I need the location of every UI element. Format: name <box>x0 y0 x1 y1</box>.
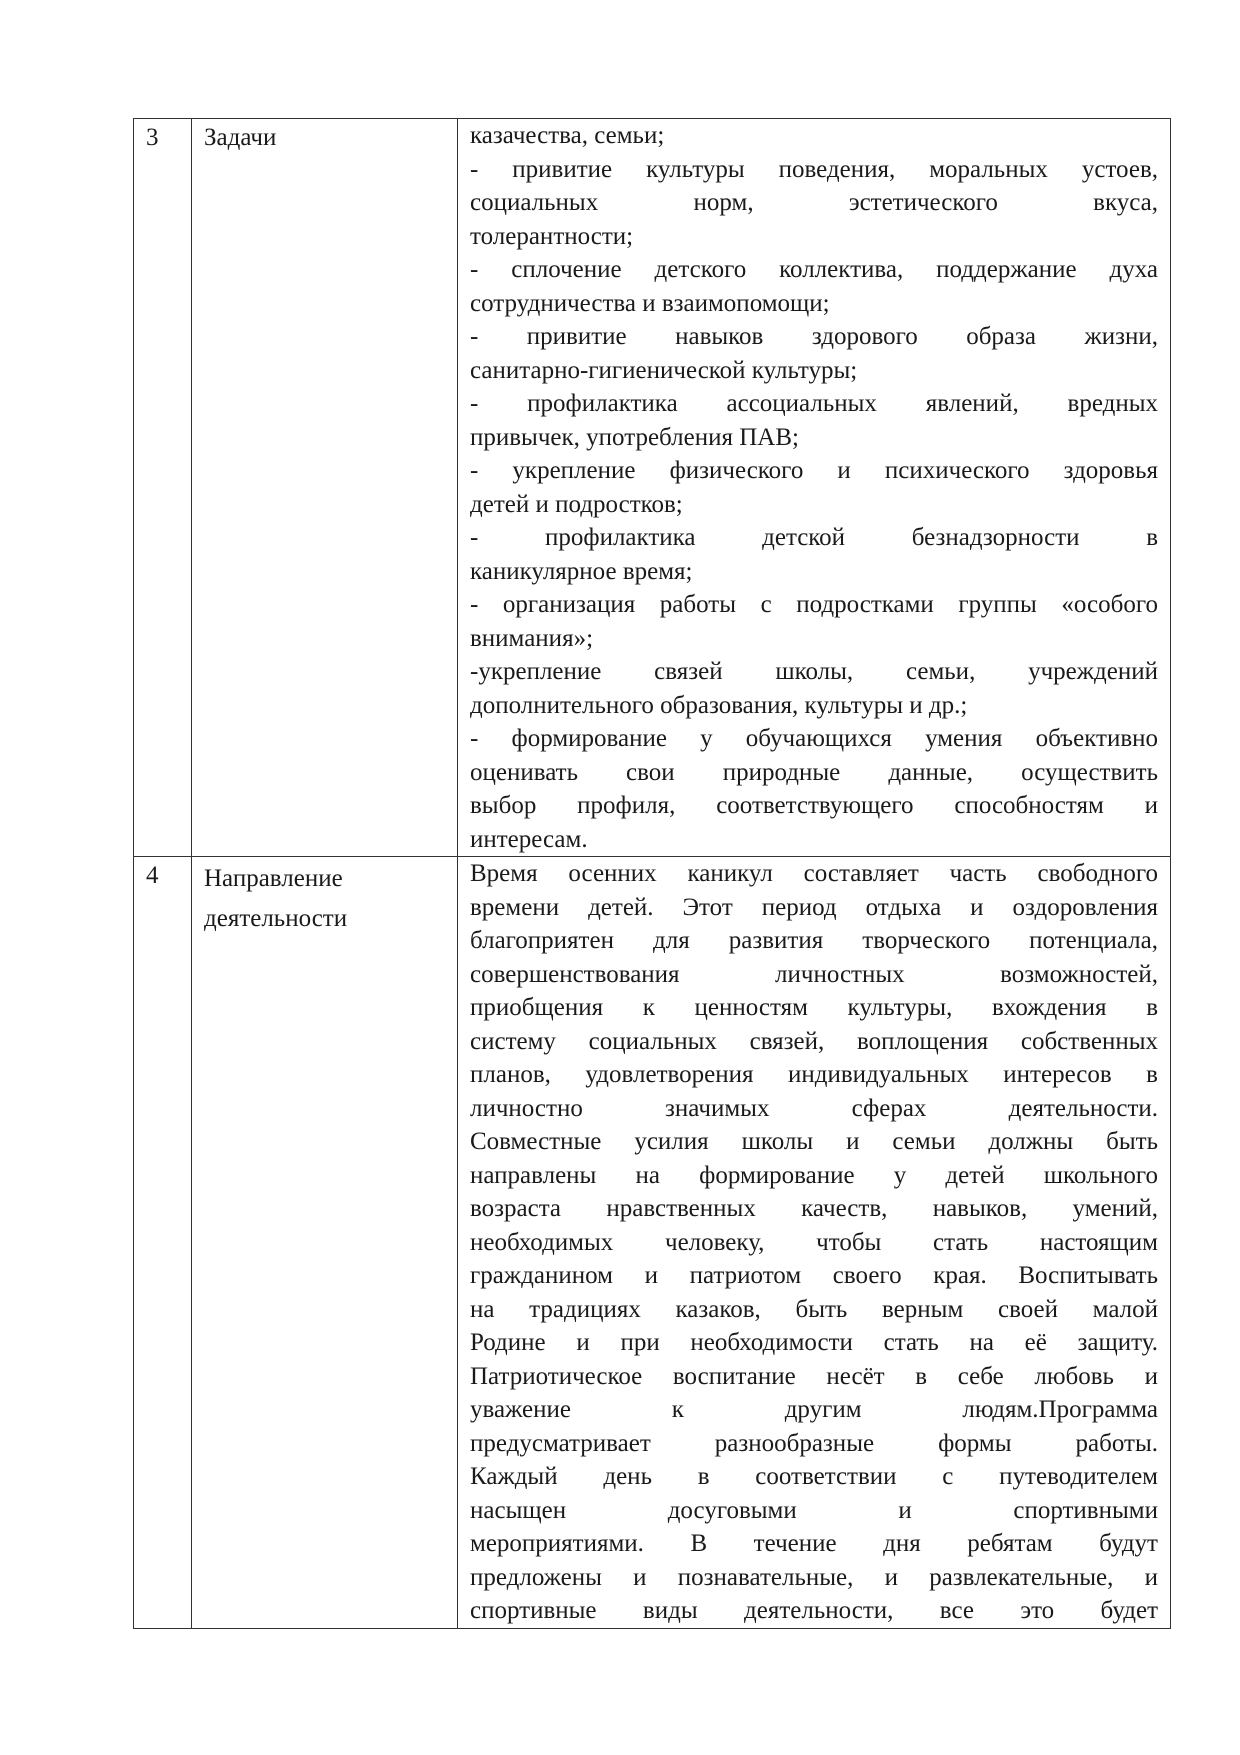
text-line: мероприятиями. В течение дня ребятам будут <box>470 1530 1158 1557</box>
text-line: каникулярное время; <box>470 557 693 585</box>
text-line: выбор профиля, соответствующего способностям и <box>470 792 1158 819</box>
text-line: детей и подростков; <box>470 490 683 518</box>
text-line: интересам. <box>470 825 588 853</box>
text-line: - профилактика детской безнадзорности в <box>470 524 1158 551</box>
row-label-cell <box>192 119 458 857</box>
text-line: - организация работы с подростками группы «особого <box>470 591 1158 618</box>
text-line: личностно значимых сферах деятельности. <box>470 1094 1158 1122</box>
row-label-line: деятельности <box>204 905 348 932</box>
table-row-direction <box>134 857 1171 1629</box>
text-line: совершенствования личностных возможностей, <box>470 960 1158 988</box>
text-line: толерантности; <box>470 222 634 250</box>
text-line: направлены на формирование у детей школьного <box>470 1161 1158 1189</box>
text-line: - сплочение детского коллектива, поддержание духа <box>470 256 1158 283</box>
text-line: насыщен досуговыми и спортивными <box>470 1496 1158 1524</box>
text-line: предусматривает разнообразные формы работы. <box>470 1429 1158 1457</box>
text-line: - формирование у обучающихся умения объективно <box>470 725 1158 752</box>
tasks-text <box>470 119 1158 856</box>
direction-text <box>470 857 1158 1628</box>
text-line: - укрепление физического и психического здоровья <box>470 457 1158 484</box>
text-line: возраста нравственных качеств, навыков, умений, <box>470 1195 1158 1222</box>
text-line: планов, удовлетворения индивидуальных интересов в <box>470 1061 1158 1088</box>
row-number: 3 <box>146 124 159 151</box>
text-line: сотрудничества и взаимопомощи; <box>470 289 830 317</box>
text-line: необходимых человеку, чтобы стать настоящим <box>470 1228 1158 1256</box>
table-row-tasks <box>134 119 1171 857</box>
row-number: 4 <box>146 862 159 889</box>
row-label <box>192 857 457 939</box>
row-content-cell <box>458 119 1171 857</box>
text-line: Каждый день в соответствии с путеводителем <box>470 1463 1158 1490</box>
row-number-cell <box>134 857 192 1629</box>
row-label-line: Направление <box>204 865 343 892</box>
text-line: внимания»; <box>470 624 594 652</box>
text-line: предложены и познавательные, и развлекательные, и <box>470 1563 1158 1591</box>
row-content-cell <box>458 857 1171 1629</box>
text-line: благоприятен для развития творческого потенциала, <box>470 927 1158 954</box>
text-line: привычек, употребления ПАВ; <box>470 423 799 451</box>
text-line: казачества, семьи; <box>470 122 665 149</box>
text-line: Совместные усилия школы и семьи должны быть <box>470 1128 1158 1155</box>
text-line: санитарно-гигиенической культуры; <box>470 356 858 384</box>
text-line: дополнительного образования, культуры и др.; <box>470 691 968 719</box>
text-line: - привитие навыков здорового образа жизни, <box>470 323 1158 350</box>
text-line: гражданином и патриотом своего края. Воспитывать <box>470 1262 1158 1289</box>
text-line: на традициях казаков, быть верным своей малой <box>470 1295 1158 1323</box>
text-line: приобщения к ценностям культуры, вхождения в <box>470 994 1158 1021</box>
text-line: социальных норм, эстетического вкуса, <box>470 189 1158 216</box>
program-table <box>133 118 1171 1629</box>
text-line: времени детей. Этот период отдыха и оздоровления <box>470 893 1158 921</box>
text-line: спортивные виды деятельности, все это будет <box>470 1597 1158 1624</box>
text-line: Время осенних каникул составляет часть свободного <box>470 860 1158 887</box>
row-label: Задачи <box>204 124 277 151</box>
text-line: - привитие культуры поведения, моральных устоев, <box>470 155 1158 183</box>
text-line: Патриотическое воспитание несёт в себе любовь и <box>470 1362 1158 1390</box>
row-number-cell <box>134 119 192 857</box>
text-line: - профилактика ассоциальных явлений, вредных <box>470 390 1158 417</box>
row-label-cell <box>192 857 458 1629</box>
text-line: уважение к другим людям.Программа <box>470 1396 1158 1423</box>
text-line: оценивать свои природные данные, осуществить <box>470 758 1158 786</box>
text-line: -укрепление связей школы, семьи, учреждений <box>470 658 1158 685</box>
text-line: Родине и при необходимости стать на её защиту. <box>470 1329 1158 1356</box>
text-line: систему социальных связей, воплощения собственных <box>470 1027 1158 1055</box>
